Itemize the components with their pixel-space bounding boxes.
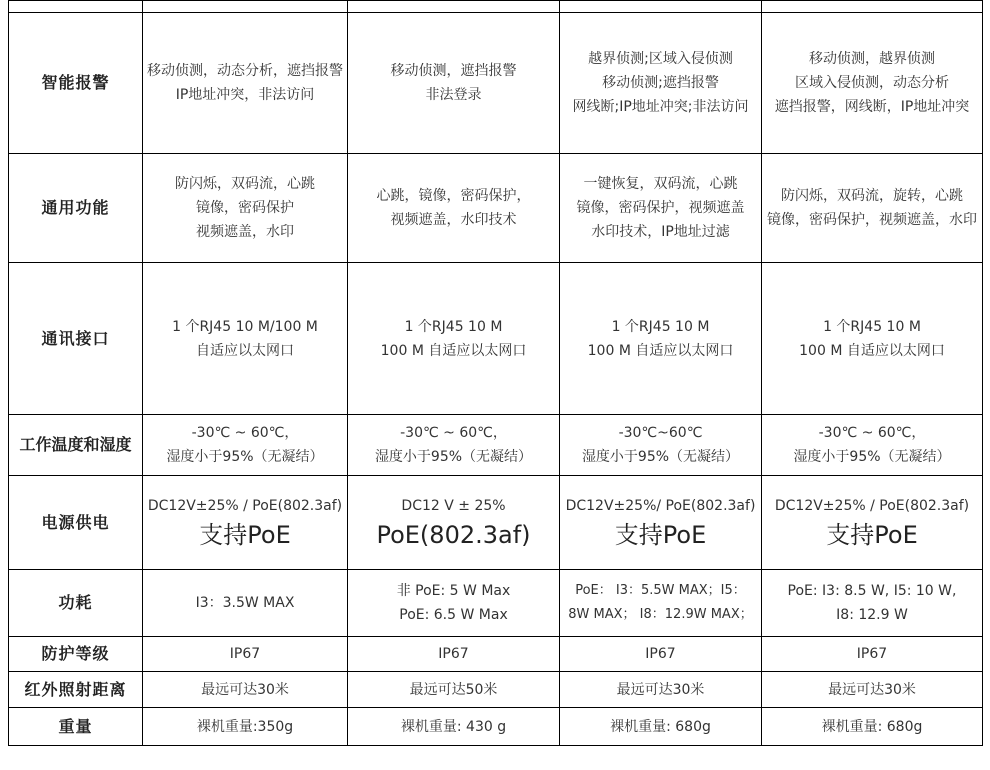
row-label: 功耗 xyxy=(9,570,143,637)
spec-cell: 最远可达30米 xyxy=(560,672,762,708)
spec-cell: 裸机重量: 430 g xyxy=(348,708,560,746)
spec-cell: 移动侦测，动态分析，遮挡报警 IP地址冲突，非法访问 xyxy=(143,13,348,154)
spec-cell: 裸机重量:350g xyxy=(143,708,348,746)
spec-cell: IP67 xyxy=(143,637,348,672)
spec-cell: 1 个RJ45 10 M 100 M 自适应以太网口 xyxy=(560,263,762,415)
row-label: 通用功能 xyxy=(9,154,143,263)
spec-cell: 越界侦测;区域入侵侦测 移动侦测;遮挡报警 网线断;IP地址冲突;非法访问 xyxy=(560,13,762,154)
spec-cell: DC12V±25% / PoE(802.3af) 支持PoE xyxy=(143,476,348,570)
row-label: 电源供电 xyxy=(9,476,143,570)
table-row xyxy=(9,13,983,154)
spec-cell: -30℃ ~ 60℃， 湿度小于95%（无凝结） xyxy=(143,415,348,476)
spec-cell: -30℃ ~ 60℃， 湿度小于95%（无凝结） xyxy=(348,415,560,476)
spec-cell: IP67 xyxy=(348,637,560,672)
spec-cell: 裸机重量: 680g xyxy=(560,708,762,746)
spec-cell: IP67 xyxy=(762,637,983,672)
spec-table xyxy=(8,0,983,746)
spec-cell: 非 PoE: 5 W Max PoE: 6.5 W Max xyxy=(348,570,560,637)
table-row xyxy=(9,672,983,708)
spec-cell: I3：3.5W MAX xyxy=(143,570,348,637)
table-row xyxy=(9,1,983,13)
spec-cell: DC12 V ± 25% PoE(802.3af) xyxy=(348,476,560,570)
row-label: 红外照射距离 xyxy=(9,672,143,708)
table-row xyxy=(9,476,983,570)
spec-cell: DC12V±25%/ PoE(802.3af) 支持PoE xyxy=(560,476,762,570)
spec-cell: -30℃~60℃ 湿度小于95%（无凝结） xyxy=(560,415,762,476)
spec-cell xyxy=(348,1,560,13)
spec-cell: 1 个RJ45 10 M/100 M 自适应以太网口 xyxy=(143,263,348,415)
spec-cell: 最远可达50米 xyxy=(348,672,560,708)
table-row xyxy=(9,263,983,415)
spec-cell: 心跳，镜像，密码保护， 视频遮盖，水印技术 xyxy=(348,154,560,263)
spec-cell: 防闪烁，双码流，旋转，心跳 镜像，密码保护，视频遮盖，水印 xyxy=(762,154,983,263)
row-label xyxy=(9,1,143,13)
row-label: 通讯接口 xyxy=(9,263,143,415)
spec-cell xyxy=(143,1,348,13)
spec-cell: 移动侦测，遮挡报警 非法登录 xyxy=(348,13,560,154)
row-label: 重量 xyxy=(9,708,143,746)
spec-cell: 裸机重量: 680g xyxy=(762,708,983,746)
table-row xyxy=(9,637,983,672)
row-label: 防护等级 xyxy=(9,637,143,672)
spec-cell xyxy=(560,1,762,13)
spec-cell: IP67 xyxy=(560,637,762,672)
spec-cell: 最远可达30米 xyxy=(143,672,348,708)
table-row xyxy=(9,570,983,637)
spec-cell: PoE： I3：5.5W MAX；I5： 8W MAX； I8：12.9W MAX； xyxy=(560,570,762,637)
spec-cell: 1 个RJ45 10 M 100 M 自适应以太网口 xyxy=(762,263,983,415)
spec-cell: DC12V±25% / PoE(802.3af) 支持PoE xyxy=(762,476,983,570)
table-row xyxy=(9,415,983,476)
row-label: 智能报警 xyxy=(9,13,143,154)
spec-cell: 最远可达30米 xyxy=(762,672,983,708)
spec-cell: 1 个RJ45 10 M 100 M 自适应以太网口 xyxy=(348,263,560,415)
spec-cell: -30℃ ~ 60℃， 湿度小于95%（无凝结） xyxy=(762,415,983,476)
spec-cell: 一键恢复，双码流，心跳 镜像，密码保护，视频遮盖 水印技术，IP地址过滤 xyxy=(560,154,762,263)
spec-cell: PoE: I3: 8.5 W, I5: 10 W, I8: 12.9 W xyxy=(762,570,983,637)
spec-cell xyxy=(762,1,983,13)
table-row xyxy=(9,154,983,263)
table-row xyxy=(9,708,983,746)
row-label: 工作温度和湿度 xyxy=(9,415,143,476)
spec-cell: 移动侦测，越界侦测 区域入侵侦测，动态分析 遮挡报警，网线断，IP地址冲突 xyxy=(762,13,983,154)
spec-cell: 防闪烁，双码流，心跳 镜像，密码保护 视频遮盖，水印 xyxy=(143,154,348,263)
